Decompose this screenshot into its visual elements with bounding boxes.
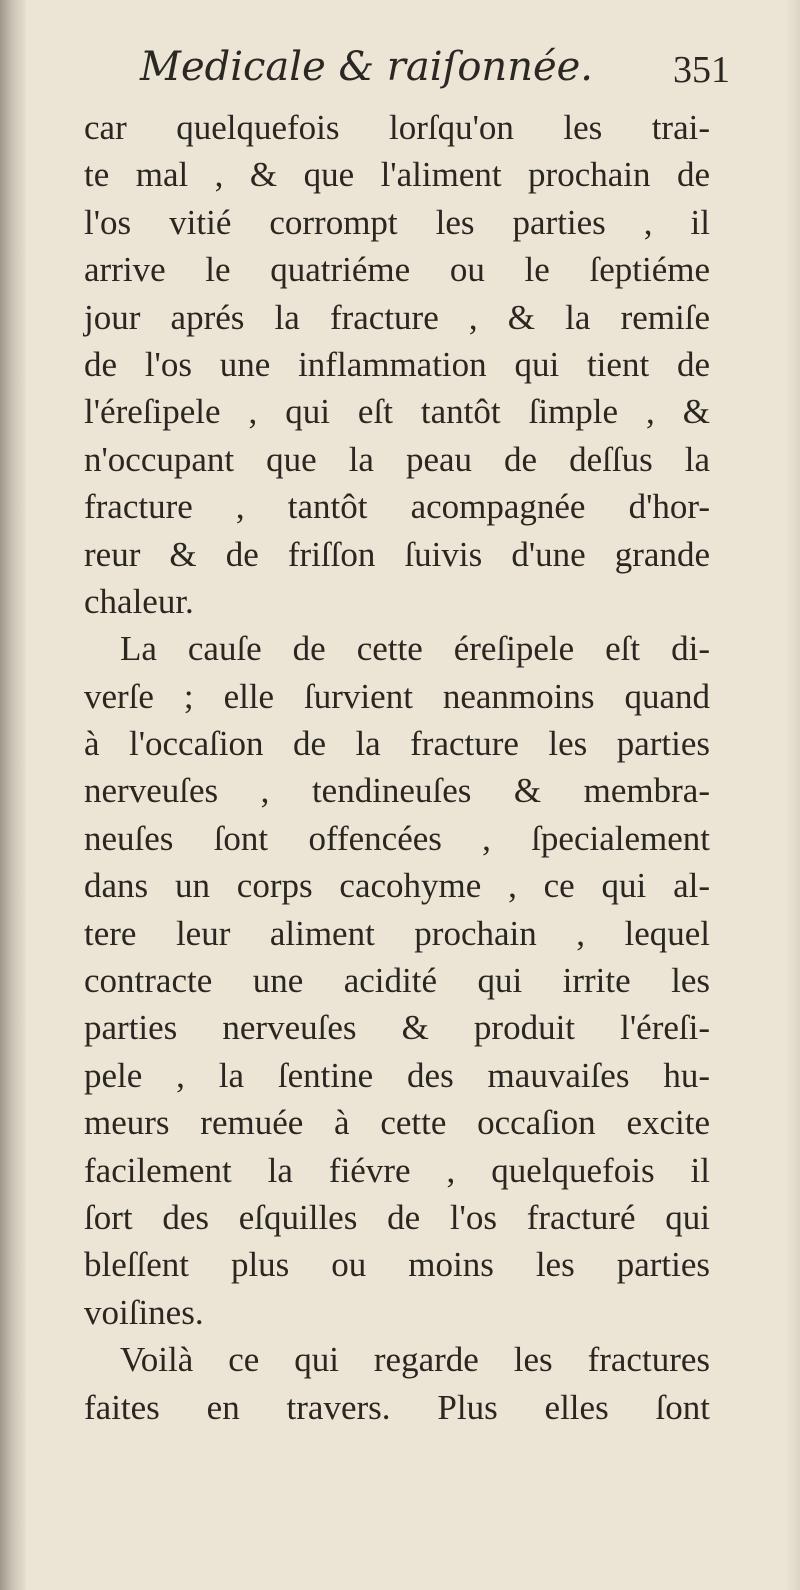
paragraph-1 [84, 104, 710, 625]
binding-shadow [0, 0, 26, 1590]
text-line: faites en travers. Plus elles ſont [84, 1387, 710, 1427]
text-line: reur & de friſſon ſuivis d'une grande [84, 534, 710, 574]
text-line: ſort des eſquilles de l'os fracturé qui [84, 1197, 710, 1237]
text-line: Voilà ce qui regarde les fractures [120, 1340, 710, 1380]
text-line: à l'occaſion de la fracture les parties [84, 724, 710, 764]
text-line: neuſes ſont offencées , ſpecialement [84, 818, 710, 858]
text-line: n'occupant que la peau de deſſus la [84, 439, 710, 479]
text-line: nerveuſes , tendineuſes & membra- [84, 771, 710, 811]
paragraph-2 [84, 625, 710, 1336]
text-line: chaleur. [84, 581, 194, 621]
running-head-title: Medicale & raiſonnée. [140, 44, 594, 90]
paragraph-3 [84, 1336, 710, 1431]
text-line: bleſſent plus ou moins les parties [84, 1245, 710, 1285]
text-line: pele , la ſentine des mauvaiſes hu- [84, 1055, 710, 1095]
text-line: jour aprés la fracture , & la remiſe [84, 297, 710, 337]
page-edge [786, 0, 800, 1590]
text-line: dans un corps cacohyme , ce qui al- [84, 866, 710, 906]
running-head [140, 44, 730, 104]
text-line: l'os vitié corrompt les parties , il [84, 202, 710, 242]
text-line: facilement la fiévre , quelquefois il [84, 1150, 710, 1190]
body-text [84, 104, 710, 1431]
text-line: verſe ; elle ſurvient neanmoins quand [84, 676, 710, 716]
text-line: parties nerveuſes & produit l'éreſi- [84, 1008, 710, 1048]
text-line: de l'os une inflammation qui tient de [84, 344, 710, 384]
text-line: l'éreſipele , qui eſt tantôt ſimple , & [84, 392, 710, 432]
text-line: voiſines. [84, 1292, 204, 1332]
page-number: 351 [673, 49, 730, 91]
text-line: La cauſe de cette éreſipele eſt di- [120, 629, 710, 669]
text-line: contracte une acidité qui irrite les [84, 961, 710, 1001]
text-line: fracture , tantôt acompagnée d'hor- [84, 487, 710, 527]
text-line: meurs remuée à cette occaſion excite [84, 1103, 710, 1143]
text-line: te mal , & que l'aliment prochain de [84, 155, 710, 195]
text-line: tere leur aliment prochain , lequel [84, 913, 710, 953]
text-line: arrive le quatriéme ou le ſeptiéme [84, 250, 710, 290]
text-line: car quelquefois lorſqu'on les trai- [84, 108, 710, 147]
